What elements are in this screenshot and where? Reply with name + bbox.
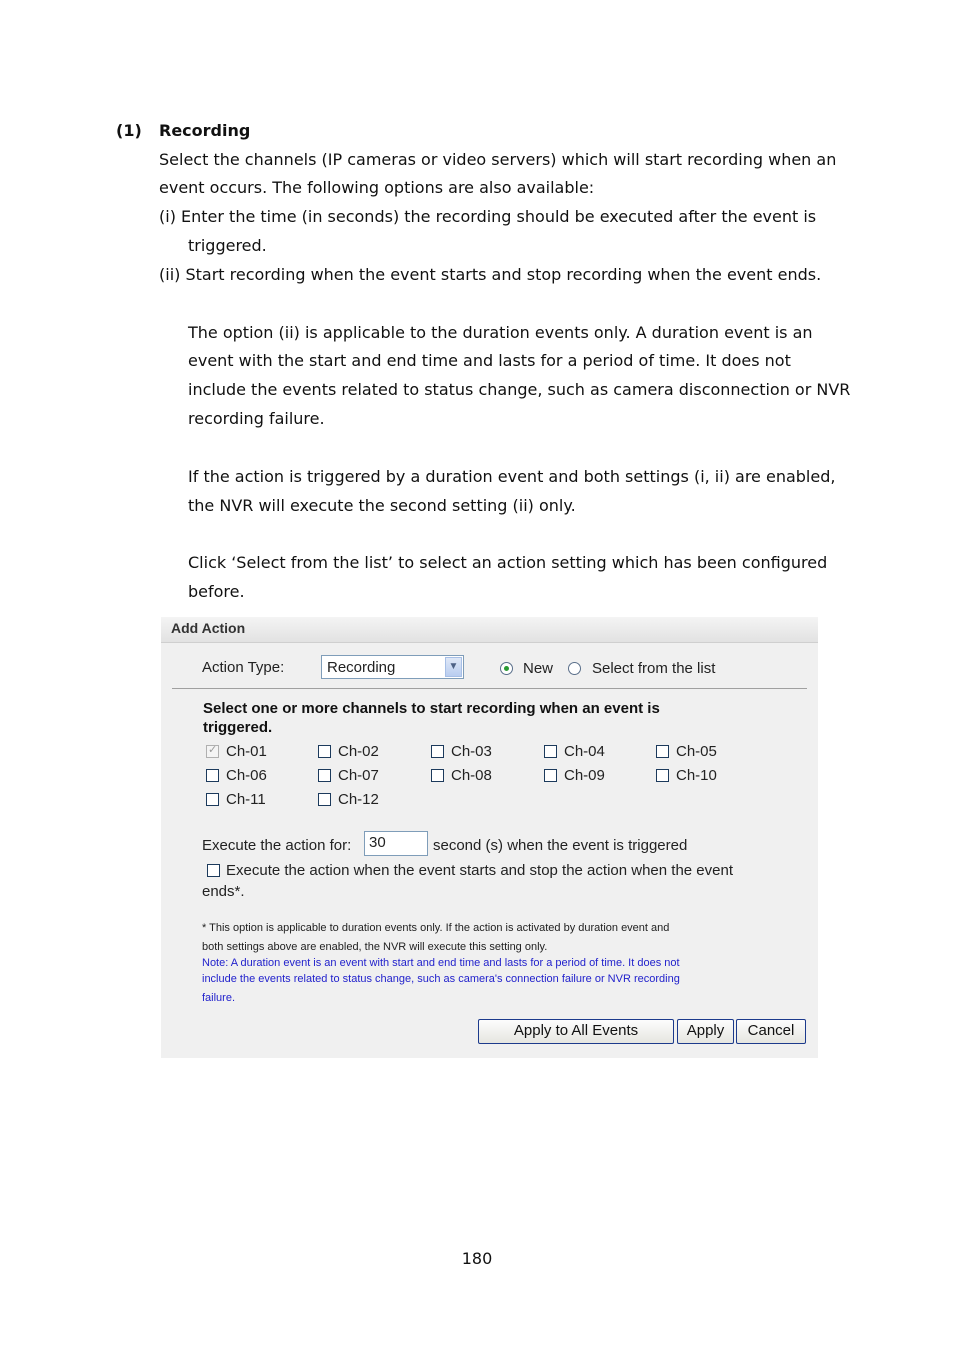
note-line-1: * This option is applicable to duration events only. If the action is activated by duration event and — [202, 922, 670, 934]
execute-suffix: second (s) when the event is triggered — [433, 837, 688, 854]
channel-label: Ch-12 — [338, 791, 379, 808]
radio-select-from-list-label: Select from the list — [592, 660, 716, 677]
paragraph-2-line-3: include the events related to status change, such as camera disconnection or NVR — [188, 380, 851, 399]
channel-label: Ch-04 — [564, 743, 605, 760]
channel-checkbox[interactable] — [431, 769, 444, 782]
duration-option-line-2: ends*. — [202, 883, 245, 900]
channels-heading-line-1: Select one or more channels to start recording when an event is — [203, 700, 660, 717]
channel-label: Ch-07 — [338, 767, 379, 784]
radio-select-from-list[interactable] — [568, 662, 581, 675]
section-title: Recording — [159, 121, 251, 140]
channel-label: Ch-03 — [451, 743, 492, 760]
action-type-label: Action Type: — [202, 659, 285, 676]
channel-label: Ch-02 — [338, 743, 379, 760]
paragraph-2-line-4: recording failure. — [188, 409, 325, 428]
intro-line-2: event occurs. The following options are also available: — [159, 178, 595, 197]
channel-label: Ch-11 — [226, 791, 266, 808]
paragraph-3-line-2: the NVR will execute the second setting (ii) only. — [188, 496, 576, 515]
channel-checkbox[interactable] — [544, 769, 557, 782]
channel-checkbox[interactable] — [431, 745, 444, 758]
channel-checkbox[interactable] — [318, 793, 331, 806]
paragraph-4-line-2: before. — [188, 582, 245, 601]
page-number: 180 — [461, 1249, 493, 1268]
option-i-line-2: triggered. — [188, 236, 267, 255]
execute-seconds-value: 30 — [369, 834, 386, 851]
apply-to-all-events-button[interactable]: Apply to All Events — [478, 1019, 674, 1044]
channel-label: Ch-05 — [676, 743, 717, 760]
execute-seconds-input[interactable] — [364, 831, 428, 856]
apply-button[interactable]: Apply — [677, 1019, 734, 1044]
channel-checkbox[interactable] — [544, 745, 557, 758]
channel-label: Ch-06 — [226, 767, 267, 784]
option-i-line-1: (i) Enter the time (in seconds) the recording should be executed after the event is — [159, 207, 817, 226]
radio-new[interactable] — [500, 662, 513, 675]
duration-option-checkbox[interactable] — [207, 864, 220, 877]
section-heading — [116, 116, 250, 145]
section-number: (1) — [116, 121, 142, 140]
duration-option-line-1: Execute the action when the event starts and stop the action when the event — [226, 862, 733, 879]
dialog-title: Add Action — [171, 620, 246, 636]
chevron-down-icon[interactable]: ▼ — [445, 657, 462, 677]
channel-label: Ch-09 — [564, 767, 605, 784]
channels-heading-line-2: triggered. — [203, 719, 273, 736]
cancel-button[interactable]: Cancel — [736, 1019, 806, 1044]
execute-label: Execute the action for: — [202, 837, 352, 854]
paragraph-4-line-1: Click ‘Select from the list’ to select an action setting which has been configured — [188, 553, 828, 572]
divider — [172, 688, 807, 689]
channel-checkbox[interactable] — [206, 793, 219, 806]
channel-checkbox[interactable] — [206, 769, 219, 782]
action-type-value: Recording — [327, 659, 396, 676]
note-line-3: Note: A duration event is an event with start and end time and lasts for a period of time. It does not — [202, 957, 680, 969]
paragraph-2-line-2: event with the start and end time and lasts for a period of time. It does not — [188, 351, 791, 370]
dialog-title-bar — [161, 617, 818, 643]
note-line-2: both settings above are enabled, the NVR will execute this setting only. — [202, 941, 548, 953]
channel-checkbox[interactable] — [318, 745, 331, 758]
add-action-dialog — [161, 617, 818, 1058]
channel-checkbox[interactable] — [656, 745, 669, 758]
paragraph-2-line-1: The option (ii) is applicable to the duration events only. A duration event is an — [188, 323, 813, 342]
intro-line-1: Select the channels (IP cameras or video servers) which will start recording when an — [159, 150, 837, 169]
channel-label: Ch-10 — [676, 767, 717, 784]
note-line-5: failure. — [202, 992, 236, 1004]
channel-label: Ch-01 — [226, 743, 267, 760]
channel-checkbox[interactable] — [318, 769, 331, 782]
paragraph-3-line-1: If the action is triggered by a duration event and both settings (i, ii) are enabled, — [188, 467, 836, 486]
radio-new-label: New — [523, 660, 554, 677]
channel-label: Ch-08 — [451, 767, 492, 784]
channel-checkbox[interactable] — [656, 769, 669, 782]
option-ii-line: (ii) Start recording when the event starts and stop recording when the event ends. — [159, 265, 822, 284]
channel-checkbox[interactable] — [206, 745, 219, 758]
action-type-select[interactable] — [321, 655, 464, 679]
note-line-4: include the events related to status change, such as camera's connection failure or NVR recording — [202, 973, 680, 985]
